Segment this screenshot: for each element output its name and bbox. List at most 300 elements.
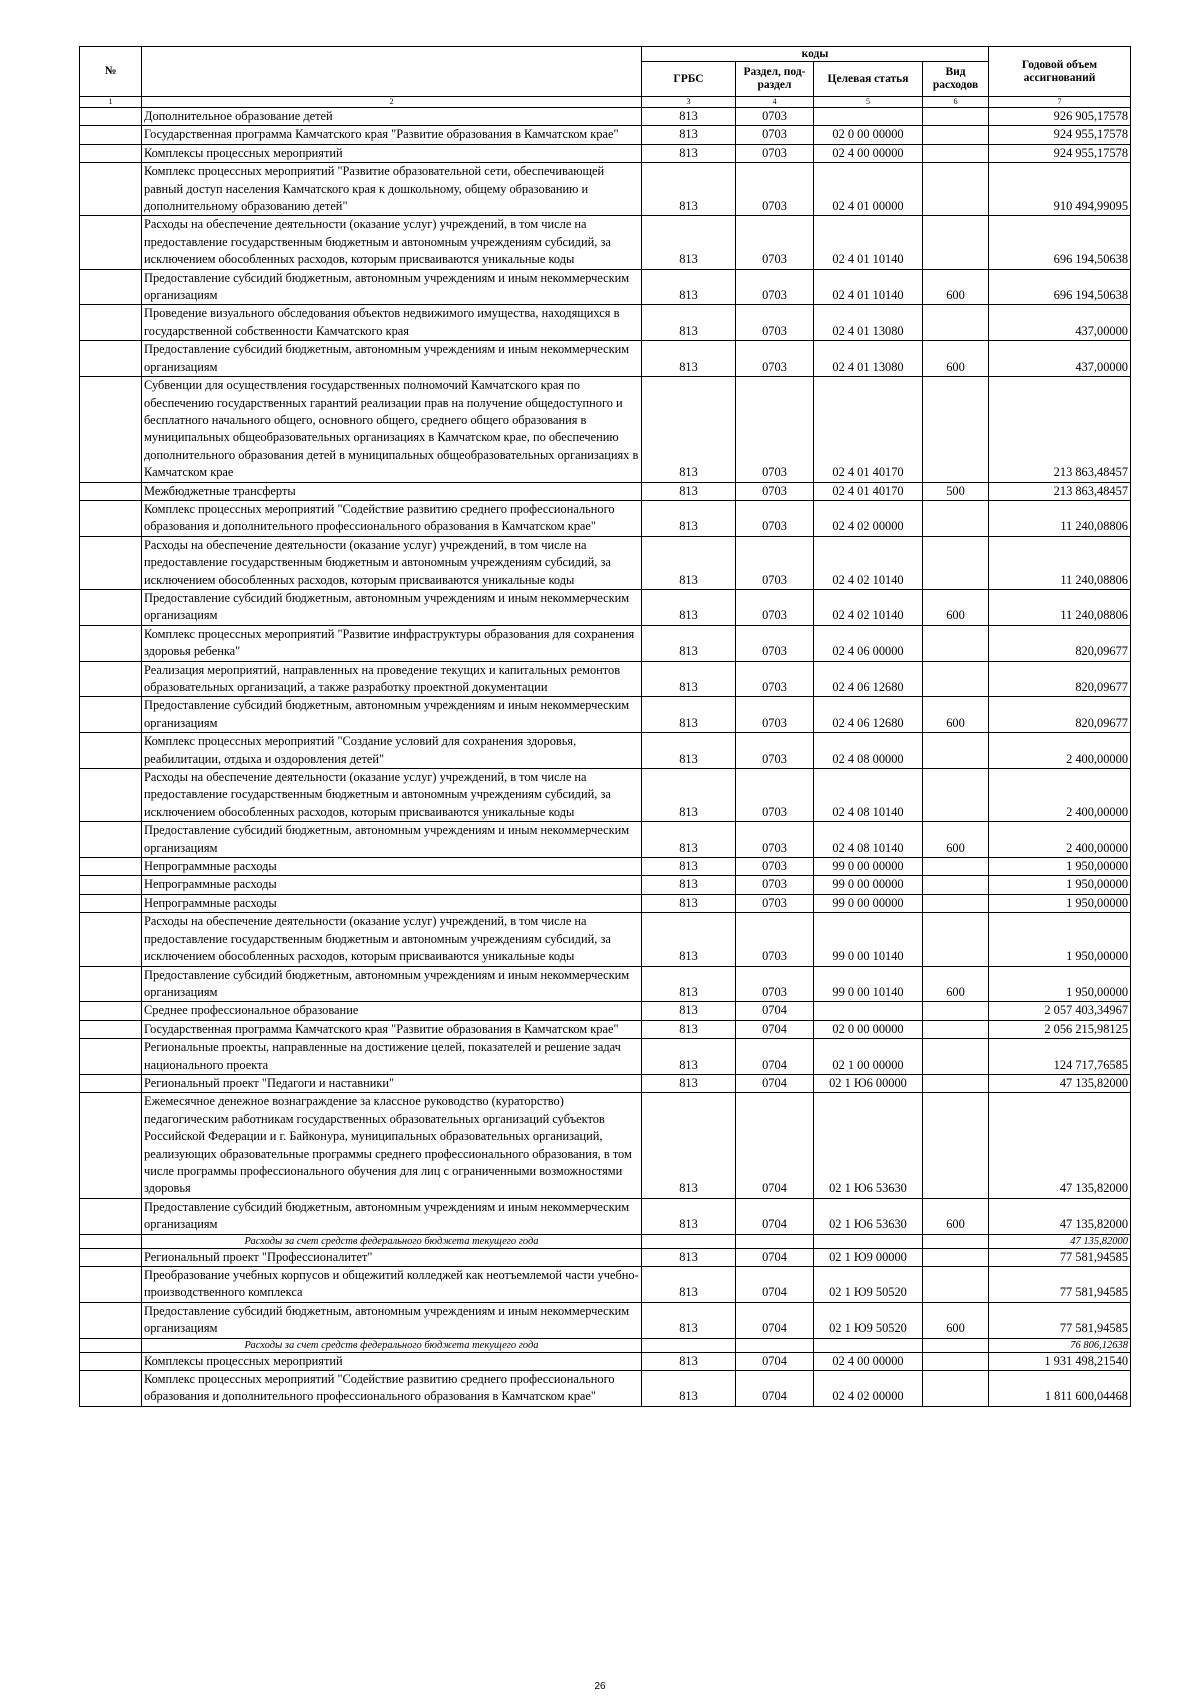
cell-no: [80, 216, 142, 269]
cell-name: Региональный проект "Профессионалитет": [142, 1248, 642, 1266]
cell-no: [80, 1352, 142, 1370]
cell-no: [80, 1002, 142, 1020]
table-row: [80, 858, 1131, 876]
cell-target: 99 0 00 00000: [814, 858, 923, 876]
cell-name: Дополнительное образование детей: [142, 108, 642, 126]
cell-target: 02 1 Ю9 00000: [814, 1248, 923, 1266]
cell-kind: 600: [923, 589, 989, 625]
cell-name: Расходы на обеспечение деятельности (оказание услуг) учреждений, в том числе на предоставление государственным бюджетным и автономным учреждениям субсидий, за исключением обособленных расходов, которым присваиваются уникальные коды: [142, 216, 642, 269]
cell-no: [80, 108, 142, 126]
cell-amount: 77 581,94585: [989, 1302, 1131, 1338]
cell-kind: [923, 858, 989, 876]
table-row: [80, 1248, 1131, 1266]
cell-no: [80, 1248, 142, 1266]
cell-no: [80, 1093, 142, 1198]
cell-section: 0704: [736, 1267, 814, 1303]
cell-amount: 11 240,08806: [989, 589, 1131, 625]
cell-section: 0704: [736, 1020, 814, 1038]
header-no: №: [80, 47, 142, 97]
cell-kind: [923, 108, 989, 126]
cell-target: 02 1 00 00000: [814, 1039, 923, 1075]
cell-kind: [923, 163, 989, 216]
cell-no: [80, 1039, 142, 1075]
cell-no: [80, 697, 142, 733]
cell-amount: 2 400,00000: [989, 822, 1131, 858]
cell-amount: 910 494,99095: [989, 163, 1131, 216]
cell-kind: 500: [923, 482, 989, 500]
cell-grbs: 813: [642, 216, 736, 269]
cell-amount: 2 057 403,34967: [989, 1002, 1131, 1020]
table-row: [80, 536, 1131, 589]
cell-amount: 924 955,17578: [989, 144, 1131, 162]
cell-name: Расходы на обеспечение деятельности (оказание услуг) учреждений, в том числе на предоставление государственным бюджетным и автономным учреждениям субсидий, за исключением обособленных расходов, которым присваиваются уникальные коды: [142, 769, 642, 822]
cell-name: Ежемесячное денежное вознаграждение за классное руководство (кураторство) педагогическим работникам государственных образовательных организаций субъектов Российской Федерации и г. Байконура, муниципальных образовательных организаций, реализующих образовательные программы среднего профессионального образования, в том числе программы профессионального обучения для лиц с ограниченными возможностями здоровья: [142, 1093, 642, 1198]
cell-kind: [923, 126, 989, 144]
cell-grbs: 813: [642, 144, 736, 162]
cell-section: 0704: [736, 1074, 814, 1092]
cell-target: 02 4 01 00000: [814, 163, 923, 216]
header-kind: Вид расходов: [923, 62, 989, 97]
cell-no: [80, 269, 142, 305]
cell-grbs: 813: [642, 377, 736, 482]
cell-name: Предоставление субсидий бюджетным, автономным учреждениям и иным некоммерческим организациям: [142, 822, 642, 858]
cell-amount: 820,09677: [989, 625, 1131, 661]
cell-no: [80, 858, 142, 876]
cell-amount: 1 931 498,21540: [989, 1352, 1131, 1370]
table-row: [80, 126, 1131, 144]
cell-name: Региональный проект "Педагоги и наставники": [142, 1074, 642, 1092]
cell-kind: [923, 500, 989, 536]
cell-grbs: 813: [642, 1302, 736, 1338]
cell-target: [814, 1234, 923, 1248]
cell-target: 02 4 06 00000: [814, 625, 923, 661]
cell-target: 02 4 02 00000: [814, 1371, 923, 1407]
cell-kind: [923, 1248, 989, 1266]
cell-amount: 11 240,08806: [989, 500, 1131, 536]
cell-grbs: 813: [642, 1074, 736, 1092]
cell-section: 0703: [736, 126, 814, 144]
cell-grbs: 813: [642, 1267, 736, 1303]
cell-no: [80, 305, 142, 341]
cell-kind: [923, 913, 989, 966]
cell-section: 0703: [736, 625, 814, 661]
cell-name: Межбюджетные трансферты: [142, 482, 642, 500]
cell-section: 0703: [736, 822, 814, 858]
cell-amount: 47 135,82000: [989, 1198, 1131, 1234]
cell-target: 02 0 00 00000: [814, 1020, 923, 1038]
cell-kind: [923, 1002, 989, 1020]
cell-section: 0704: [736, 1371, 814, 1407]
cell-name: Субвенции для осуществления государственных полномочий Камчатского края по обеспечению государственных гарантий реализации прав на получение общедоступного и бесплатного начального общего, основного общего, среднего общего образования в муниципальных общеобразовательных организациях в Камчатском крае, по обеспечению дополнительного образования детей в муниципальных общеобразовательных организациях в Камчатском крае: [142, 377, 642, 482]
table-row: [80, 1002, 1131, 1020]
header-name: [142, 47, 642, 97]
cell-target: 02 4 01 40170: [814, 482, 923, 500]
cell-grbs: 813: [642, 341, 736, 377]
cell-grbs: 813: [642, 1039, 736, 1075]
cell-section: 0703: [736, 894, 814, 912]
cell-target: [814, 1338, 923, 1352]
cell-amount: 1 950,00000: [989, 913, 1131, 966]
cell-name: Предоставление субсидий бюджетным, автономным учреждениям и иным некоммерческим организациям: [142, 589, 642, 625]
cell-no: [80, 500, 142, 536]
table-row: [80, 876, 1131, 894]
cell-no: [80, 1198, 142, 1234]
cell-section: 0703: [736, 341, 814, 377]
cell-section: 0704: [736, 1198, 814, 1234]
table-row: [80, 1039, 1131, 1075]
cell-grbs: 813: [642, 661, 736, 697]
cell-section: 0704: [736, 1352, 814, 1370]
cell-name: Расходы на обеспечение деятельности (оказание услуг) учреждений, в том числе на предоставление государственным бюджетным и автономным учреждениям субсидий, за исключением обособленных расходов, которым присваиваются уникальные коды: [142, 913, 642, 966]
cell-amount: 437,00000: [989, 305, 1131, 341]
cell-kind: 600: [923, 966, 989, 1002]
cell-target: 99 0 00 10140: [814, 966, 923, 1002]
cell-kind: [923, 144, 989, 162]
cell-section: 0703: [736, 858, 814, 876]
table-row: [80, 966, 1131, 1002]
header-codes: коды: [642, 47, 989, 62]
cell-name: Региональные проекты, направленные на достижение целей, показателей и решение задач национального проекта: [142, 1039, 642, 1075]
cell-amount: 77 581,94585: [989, 1267, 1131, 1303]
table-row: [80, 589, 1131, 625]
table-row: [80, 1198, 1131, 1234]
table-row: [80, 1352, 1131, 1370]
cell-name: Проведение визуального обследования объектов недвижимого имущества, находящихся в государственной собственности Камчатского края: [142, 305, 642, 341]
table-row: [80, 341, 1131, 377]
cell-kind: 600: [923, 1198, 989, 1234]
cell-no: [80, 876, 142, 894]
cell-amount: 1 950,00000: [989, 858, 1131, 876]
cell-name: Комплекс процессных мероприятий "Развитие образовательной сети, обеспечивающей равный доступ населения Камчатского края к дошкольному, общему образованию и дополнительному образованию детей": [142, 163, 642, 216]
cell-name: Комплекс процессных мероприятий "Содействие развитию среднего профессионального образования и дополнительного профессионального образования в Камчатском крае": [142, 500, 642, 536]
table-row: [80, 269, 1131, 305]
table-row: [80, 163, 1131, 216]
col-number: 1: [80, 97, 142, 108]
cell-section: 0703: [736, 876, 814, 894]
cell-target: 99 0 00 10140: [814, 913, 923, 966]
cell-kind: [923, 894, 989, 912]
cell-kind: [923, 1267, 989, 1303]
budget-table-sheet: [79, 46, 1130, 1407]
cell-grbs: 813: [642, 1371, 736, 1407]
header-target: Целевая статья: [814, 62, 923, 97]
cell-section: [736, 1338, 814, 1352]
cell-section: 0703: [736, 697, 814, 733]
cell-section: 0704: [736, 1093, 814, 1198]
cell-target: 02 4 08 00000: [814, 733, 923, 769]
col-number: 5: [814, 97, 923, 108]
cell-name: Комплексы процессных мероприятий: [142, 1352, 642, 1370]
cell-no: [80, 966, 142, 1002]
col-number: 6: [923, 97, 989, 108]
col-number: 2: [142, 97, 642, 108]
cell-no: [80, 377, 142, 482]
cell-name: Предоставление субсидий бюджетным, автономным учреждениям и иным некоммерческим организациям: [142, 1198, 642, 1234]
cell-name: Предоставление субсидий бюджетным, автономным учреждениям и иным некоммерческим организациям: [142, 1302, 642, 1338]
cell-no: [80, 1074, 142, 1092]
header-amount: Годовой объем ассигнований: [989, 47, 1131, 97]
budget-table: [79, 46, 1131, 1407]
cell-grbs: 813: [642, 876, 736, 894]
cell-name: Комплекс процессных мероприятий "Содействие развитию среднего профессионального образования и дополнительного профессионального образования в Камчатском крае": [142, 1371, 642, 1407]
cell-section: 0703: [736, 966, 814, 1002]
cell-amount: 213 863,48457: [989, 482, 1131, 500]
cell-name: Предоставление субсидий бюджетным, автономным учреждениям и иным некоммерческим организациям: [142, 697, 642, 733]
cell-section: 0703: [736, 108, 814, 126]
cell-no: [80, 126, 142, 144]
cell-amount: 1 950,00000: [989, 966, 1131, 1002]
cell-grbs: 813: [642, 913, 736, 966]
cell-amount: 924 955,17578: [989, 126, 1131, 144]
cell-no: [80, 482, 142, 500]
table-header: [80, 47, 1131, 108]
cell-target: 99 0 00 00000: [814, 894, 923, 912]
cell-grbs: 813: [642, 1352, 736, 1370]
cell-name: Предоставление субсидий бюджетным, автономным учреждениям и иным некоммерческим организациям: [142, 269, 642, 305]
cell-grbs: 813: [642, 769, 736, 822]
cell-target: 02 4 02 10140: [814, 536, 923, 589]
cell-target: 02 4 06 12680: [814, 661, 923, 697]
table-row: [80, 661, 1131, 697]
cell-amount: 2 400,00000: [989, 733, 1131, 769]
cell-section: 0703: [736, 377, 814, 482]
cell-no: [80, 913, 142, 966]
col-number: 3: [642, 97, 736, 108]
cell-grbs: 813: [642, 822, 736, 858]
cell-target: 02 4 01 10140: [814, 269, 923, 305]
cell-no: [80, 1020, 142, 1038]
table-row: [80, 482, 1131, 500]
cell-name: Преобразование учебных корпусов и общежитий колледжей как неотъемлемой части учебно-производственного комплекса: [142, 1267, 642, 1303]
cell-name: Непрограммные расходы: [142, 876, 642, 894]
table-row: [80, 1302, 1131, 1338]
cell-kind: [923, 733, 989, 769]
cell-section: 0703: [736, 216, 814, 269]
cell-grbs: 813: [642, 269, 736, 305]
cell-kind: [923, 1020, 989, 1038]
cell-target: 02 1 Ю6 53630: [814, 1093, 923, 1198]
cell-kind: [923, 305, 989, 341]
cell-target: 02 4 00 00000: [814, 144, 923, 162]
cell-amount: 1 811 600,04468: [989, 1371, 1131, 1407]
cell-section: 0703: [736, 536, 814, 589]
cell-name: Среднее профессиональное образование: [142, 1002, 642, 1020]
cell-section: 0703: [736, 144, 814, 162]
cell-grbs: 813: [642, 482, 736, 500]
cell-name: Государственная программа Камчатского края "Развитие образования в Камчатском крае": [142, 1020, 642, 1038]
cell-grbs: [642, 1338, 736, 1352]
cell-section: 0704: [736, 1002, 814, 1020]
cell-kind: [923, 1371, 989, 1407]
cell-amount: 11 240,08806: [989, 536, 1131, 589]
cell-no: [80, 625, 142, 661]
cell-target: [814, 1002, 923, 1020]
cell-target: 02 4 00 00000: [814, 1352, 923, 1370]
table-row: [80, 1093, 1131, 1198]
cell-kind: 600: [923, 269, 989, 305]
table-row: [80, 500, 1131, 536]
cell-section: 0703: [736, 305, 814, 341]
cell-name: Непрограммные расходы: [142, 858, 642, 876]
cell-target: 99 0 00 00000: [814, 876, 923, 894]
cell-grbs: [642, 1234, 736, 1248]
cell-target: 02 4 06 12680: [814, 697, 923, 733]
cell-no: [80, 1267, 142, 1303]
table-row: [80, 144, 1131, 162]
cell-grbs: 813: [642, 1198, 736, 1234]
cell-no: [80, 769, 142, 822]
cell-target: 02 4 08 10140: [814, 822, 923, 858]
cell-kind: [923, 625, 989, 661]
cell-grbs: 813: [642, 1002, 736, 1020]
cell-amount: 213 863,48457: [989, 377, 1131, 482]
cell-kind: [923, 1074, 989, 1092]
table-body: [80, 108, 1131, 1407]
cell-grbs: 813: [642, 108, 736, 126]
cell-grbs: 813: [642, 858, 736, 876]
cell-grbs: 813: [642, 500, 736, 536]
cell-name: Предоставление субсидий бюджетным, автономным учреждениям и иным некоммерческим организациям: [142, 966, 642, 1002]
cell-target: 02 1 Ю6 00000: [814, 1074, 923, 1092]
cell-section: 0704: [736, 1248, 814, 1266]
cell-kind: [923, 1234, 989, 1248]
cell-no: [80, 1338, 142, 1352]
col-number: 7: [989, 97, 1131, 108]
cell-amount: 2 056 215,98125: [989, 1020, 1131, 1038]
cell-section: 0703: [736, 163, 814, 216]
cell-target: 02 1 Ю9 50520: [814, 1267, 923, 1303]
cell-target: 02 1 Ю9 50520: [814, 1302, 923, 1338]
cell-section: 0703: [736, 482, 814, 500]
cell-section: 0703: [736, 769, 814, 822]
cell-grbs: 813: [642, 126, 736, 144]
cell-grbs: 813: [642, 894, 736, 912]
cell-section: 0703: [736, 500, 814, 536]
cell-amount: 76 806,12638: [989, 1338, 1131, 1352]
cell-target: 02 4 01 10140: [814, 216, 923, 269]
cell-grbs: 813: [642, 1248, 736, 1266]
cell-no: [80, 1371, 142, 1407]
cell-grbs: 813: [642, 733, 736, 769]
cell-name: Реализация мероприятий, направленных на проведение текущих и капитальных ремонтов образовательных организаций, а также разработку проектной документации: [142, 661, 642, 697]
cell-amount: 820,09677: [989, 697, 1131, 733]
table-row: [80, 1020, 1131, 1038]
table-row: [80, 625, 1131, 661]
table-row: [80, 1074, 1131, 1092]
table-row: [80, 1267, 1131, 1303]
cell-no: [80, 589, 142, 625]
cell-amount: 77 581,94585: [989, 1248, 1131, 1266]
cell-section: 0704: [736, 1302, 814, 1338]
cell-amount: 696 194,50638: [989, 216, 1131, 269]
cell-amount: 926 905,17578: [989, 108, 1131, 126]
table-row: [80, 697, 1131, 733]
cell-kind: [923, 216, 989, 269]
table-row: [80, 305, 1131, 341]
cell-section: 0703: [736, 661, 814, 697]
header-section: Раздел, под-раздел: [736, 62, 814, 97]
cell-kind: [923, 1338, 989, 1352]
cell-target: 02 4 08 10140: [814, 769, 923, 822]
cell-target: 02 1 Ю6 53630: [814, 1198, 923, 1234]
cell-kind: 600: [923, 822, 989, 858]
cell-name: Комплекс процессных мероприятий "Развитие инфраструктуры образования для сохранения здоровья ребенка": [142, 625, 642, 661]
cell-amount: 47 135,82000: [989, 1074, 1131, 1092]
cell-kind: 600: [923, 697, 989, 733]
cell-amount: 47 135,82000: [989, 1234, 1131, 1248]
cell-no: [80, 341, 142, 377]
cell-target: 02 0 00 00000: [814, 126, 923, 144]
cell-kind: 600: [923, 1302, 989, 1338]
cell-name: Государственная программа Камчатского края "Развитие образования в Камчатском крае": [142, 126, 642, 144]
table-row: [80, 822, 1131, 858]
cell-name: Расходы за счет средств федерального бюджета текущего года: [142, 1338, 642, 1352]
table-note-row: [80, 1234, 1131, 1248]
cell-grbs: 813: [642, 625, 736, 661]
header-grbs: ГРБС: [642, 62, 736, 97]
cell-name: Расходы на обеспечение деятельности (оказание услуг) учреждений, в том числе на предоставление государственным бюджетным и автономным учреждениям субсидий, за исключением обособленных расходов, которым присваиваются уникальные коды: [142, 536, 642, 589]
cell-name: Расходы за счет средств федерального бюджета текущего года: [142, 1234, 642, 1248]
cell-amount: 820,09677: [989, 661, 1131, 697]
cell-grbs: 813: [642, 536, 736, 589]
cell-grbs: 813: [642, 966, 736, 1002]
cell-section: [736, 1234, 814, 1248]
cell-no: [80, 894, 142, 912]
cell-target: 02 4 02 10140: [814, 589, 923, 625]
cell-kind: 600: [923, 341, 989, 377]
cell-name: Непрограммные расходы: [142, 894, 642, 912]
cell-no: [80, 1302, 142, 1338]
cell-kind: [923, 1352, 989, 1370]
cell-kind: [923, 876, 989, 894]
cell-kind: [923, 377, 989, 482]
table-row: [80, 108, 1131, 126]
cell-section: 0703: [736, 733, 814, 769]
cell-amount: 2 400,00000: [989, 769, 1131, 822]
cell-target: 02 4 02 00000: [814, 500, 923, 536]
cell-amount: 696 194,50638: [989, 269, 1131, 305]
cell-section: 0703: [736, 913, 814, 966]
cell-grbs: 813: [642, 1093, 736, 1198]
cell-amount: 1 950,00000: [989, 894, 1131, 912]
table-row: [80, 913, 1131, 966]
table-row: [80, 894, 1131, 912]
cell-amount: 47 135,82000: [989, 1093, 1131, 1198]
table-row: [80, 1371, 1131, 1407]
cell-no: [80, 661, 142, 697]
cell-kind: [923, 1093, 989, 1198]
cell-name: Предоставление субсидий бюджетным, автономным учреждениям и иным некоммерческим организациям: [142, 341, 642, 377]
cell-target: 02 4 01 13080: [814, 305, 923, 341]
cell-no: [80, 144, 142, 162]
cell-no: [80, 163, 142, 216]
cell-no: [80, 822, 142, 858]
cell-target: 02 4 01 13080: [814, 341, 923, 377]
col-number: 4: [736, 97, 814, 108]
cell-section: 0704: [736, 1039, 814, 1075]
cell-kind: [923, 1039, 989, 1075]
cell-kind: [923, 536, 989, 589]
cell-amount: 124 717,76585: [989, 1039, 1131, 1075]
table-note-row: [80, 1338, 1131, 1352]
cell-no: [80, 536, 142, 589]
table-row: [80, 733, 1131, 769]
cell-grbs: 813: [642, 1020, 736, 1038]
cell-name: Комплекс процессных мероприятий "Создание условий для сохранения здоровья, реабилитации, отдыха и оздоровления детей": [142, 733, 642, 769]
table-row: [80, 216, 1131, 269]
cell-grbs: 813: [642, 163, 736, 216]
cell-target: 02 4 01 40170: [814, 377, 923, 482]
